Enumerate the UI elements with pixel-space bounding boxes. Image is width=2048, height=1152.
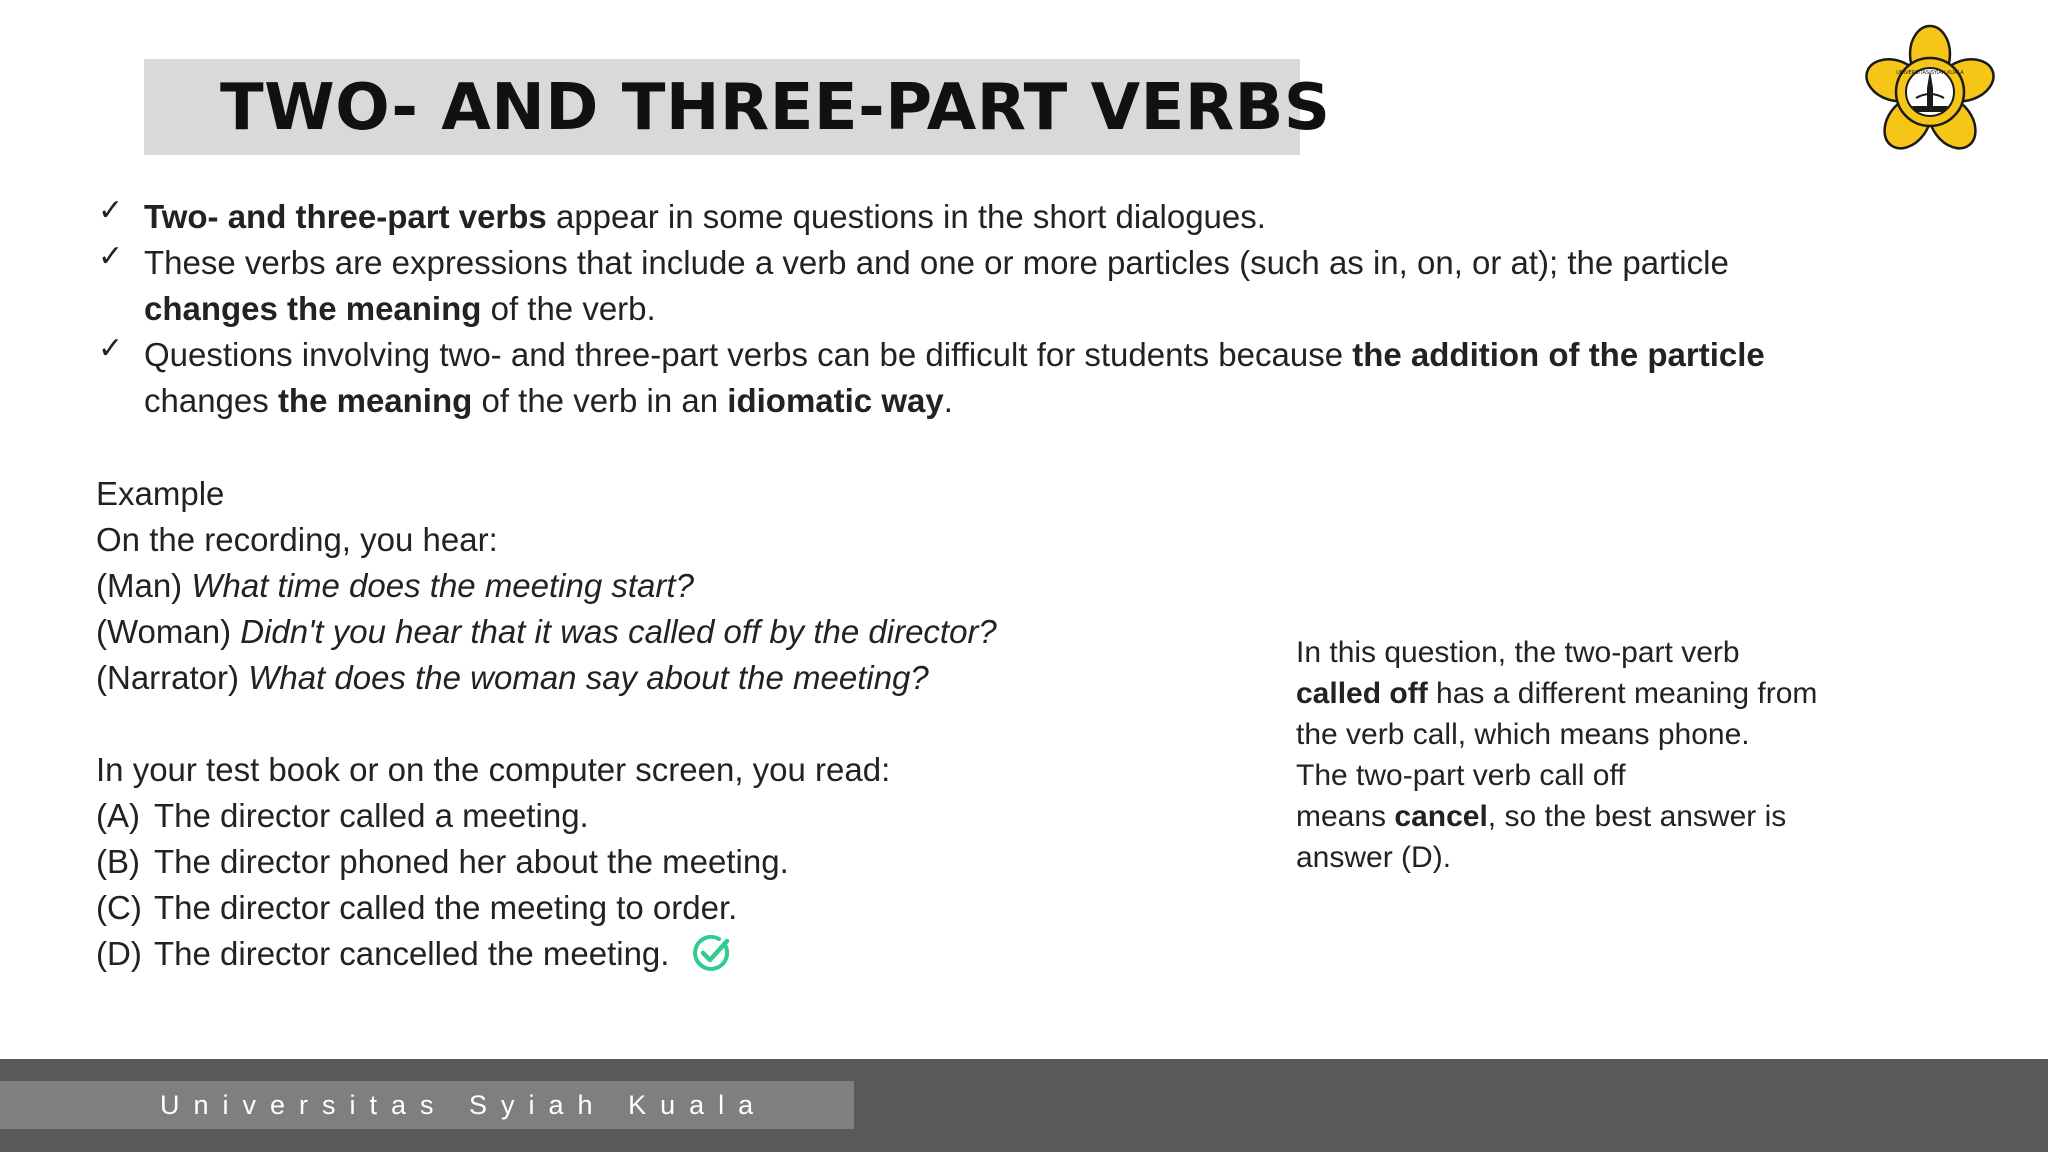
bullet-2-bold: changes the meaning [144,290,482,327]
check-circle-icon [691,933,733,975]
explanation-line: the verb call, which means phone. [1296,718,1750,751]
explanation-line: answer (D). [1296,841,1452,874]
answer-option-correct [96,931,1256,977]
checkmark-icon: ✓ [98,193,124,228]
explanation-text-part: , so the best answer is [1487,800,1787,833]
bullet-list [96,194,1996,424]
speaker-label: (Man) [96,567,192,604]
example-heading: Example [96,475,225,512]
explanation-bold: called off [1296,677,1428,710]
example-intro: On the recording, you hear: [96,521,498,558]
option-letter: (C) [96,889,142,926]
bullet-1-bold: Two- and three-part verbs [144,198,547,235]
slide-title: TWO- AND THREE-PART VERBS [220,71,1331,145]
dialogue-text: Didn't you hear that it was called off by the director? [240,613,997,650]
speaker-label: (Woman) [96,613,241,650]
checkmark-icon: ✓ [98,239,124,274]
bullet-2-text-a: These verbs are expressions that include a verb and one or more particles (such as in, on, or at); the particle [144,244,1729,281]
explanation-text [1296,632,1856,878]
logo-text: UNIVERSITAS SYIAH KUALA [1896,70,1964,76]
bullet-item-3 [96,332,1996,424]
dialogue-text: What does the woman say about the meeting? [248,659,929,696]
bullet-1-text: appear in some questions in the short dialogues. [546,198,1266,235]
option-letter: (A) [96,797,140,834]
bullet-3-text-a: Questions involving two- and three-part verbs can be difficult for students because [144,336,1353,373]
spacer [96,701,1256,747]
dialogue-line [96,563,1256,609]
dialogue-line [96,655,1256,701]
bullet-3-bold-1: the addition of the particle [1352,336,1765,373]
universitas-syiah-kuala-logo [1862,22,1998,158]
bullet-item-2 [96,240,1996,332]
example-section [96,471,1256,977]
bullet-3-text-b: changes [144,382,278,419]
option-text: The director cancelled the meeting. [154,935,670,972]
answer-option [96,839,1256,885]
explanation-line: In this question, the two-part verb [1296,636,1740,669]
option-text: The director called a meeting. [154,797,589,834]
explanation-line [1296,673,1856,714]
explanation-line: The two-part verb call off [1296,759,1626,792]
speaker-label: (Narrator) [96,659,249,696]
explanation-text-part: means [1296,800,1395,833]
checkmark-icon: ✓ [98,331,124,366]
answer-option [96,793,1256,839]
explanation-line [1296,796,1856,837]
bullet-2-text-b: of the verb. [481,290,656,327]
bullet-3-text-c: of the verb in an [472,382,728,419]
bullet-3-bold-3: idiomatic way [727,382,944,419]
bullet-item-1 [96,194,1996,240]
dialogue-text: What time does the meeting start? [191,567,694,604]
read-intro: In your test book or on the computer screen, you read: [96,751,891,788]
bullet-3-text-d: . [943,382,953,419]
option-letter: (D) [96,935,142,972]
option-text: The director phoned her about the meeting. [154,843,789,880]
explanation-text-part: has a different meaning from [1427,677,1818,710]
option-text: The director called the meeting to order. [154,889,738,926]
bullet-3-bold-2: the meaning [277,382,473,419]
footer-university-name: Universitas Syiah Kuala [160,1090,768,1120]
footer-tab [0,1081,854,1129]
title-box [144,59,1331,155]
option-letter: (B) [96,843,140,880]
answer-option [96,885,1256,931]
dialogue-line [96,609,1256,655]
explanation-bold: cancel [1394,800,1488,833]
